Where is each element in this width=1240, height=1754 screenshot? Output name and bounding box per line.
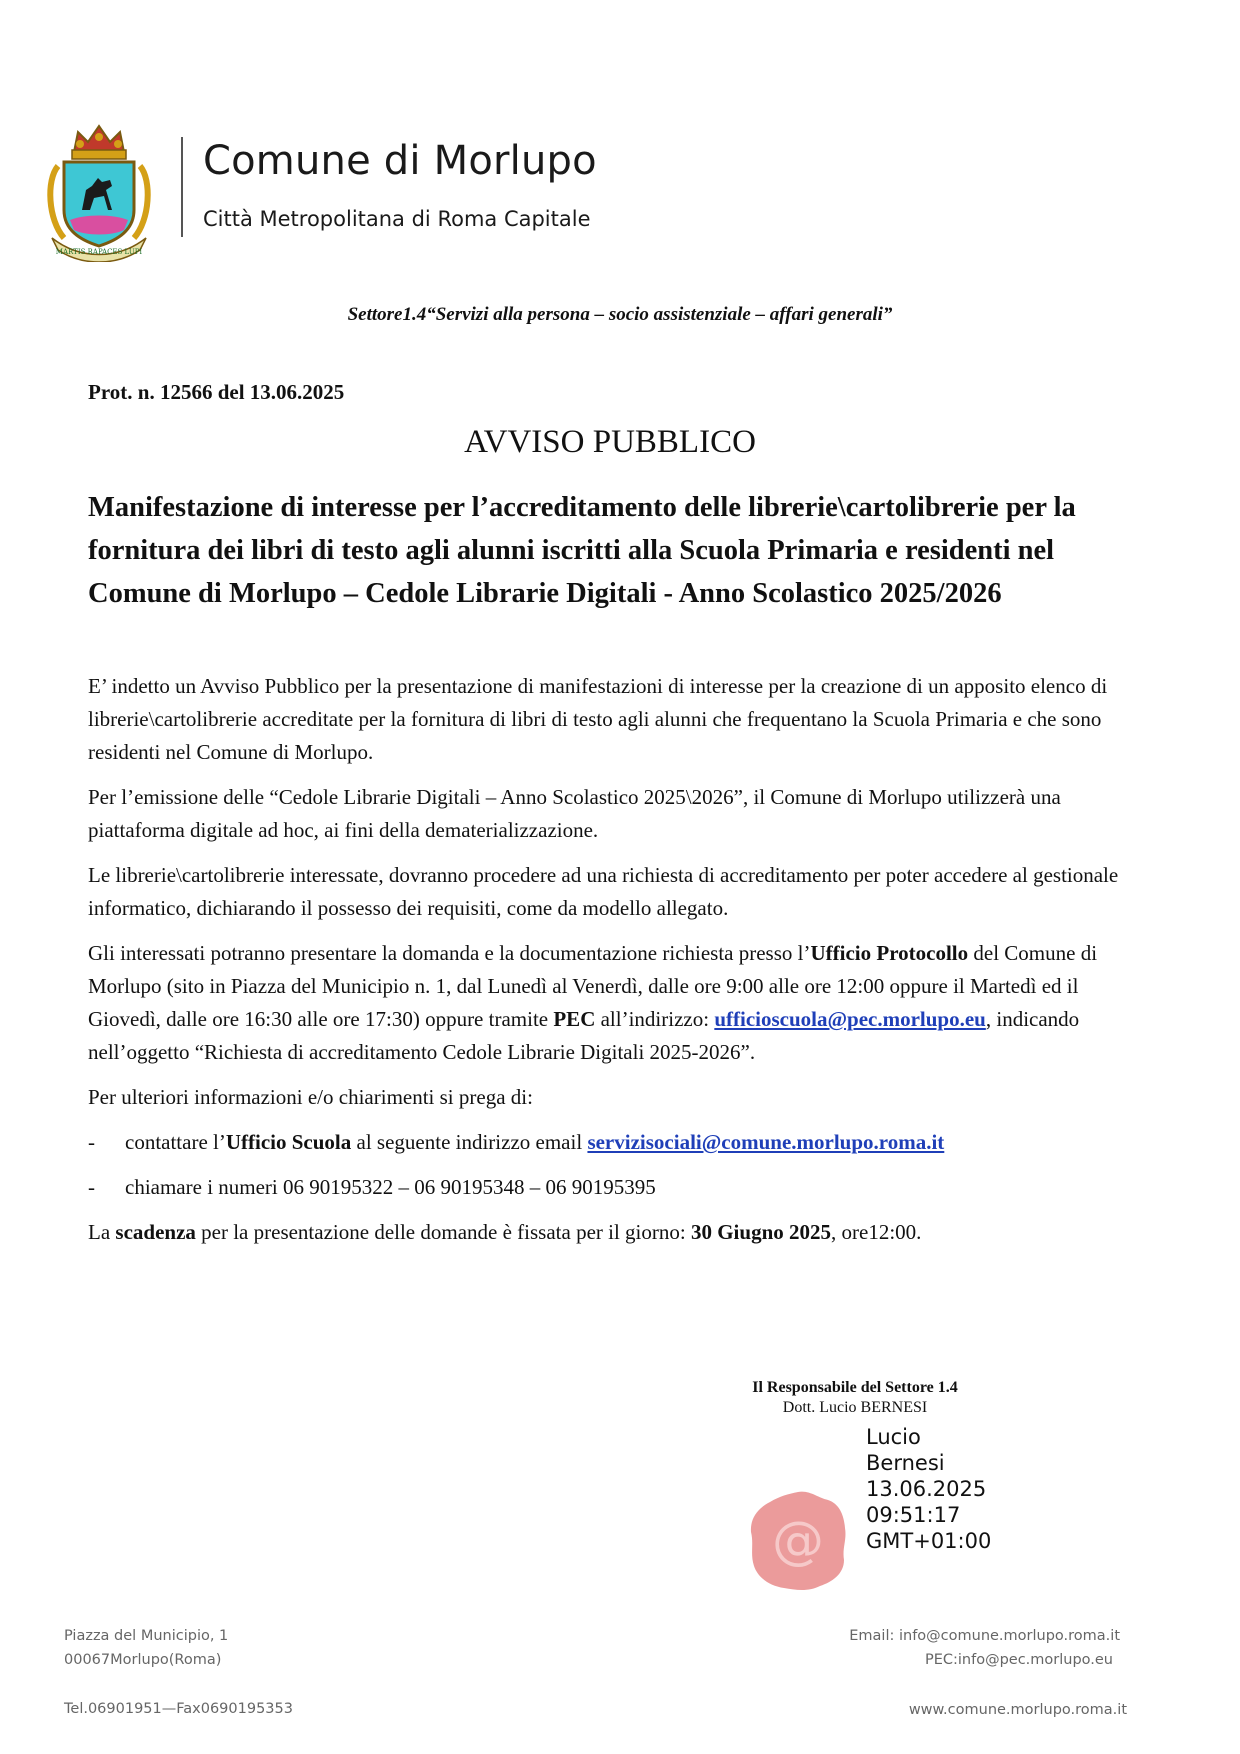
header-divider: [181, 137, 183, 237]
digital-signature-timezone: GMT+01:00: [866, 1529, 992, 1553]
document-subject: Manifestazione di interesse per l’accreditamento delle librerie\cartolibrerie per la fornitura dei libri di testo agli alunni iscritti alla Scuola Primaria e residenti nel Comune di Morlupo – Cedole Librarie Digitali - Anno Scolastico 2025/2026: [88, 492, 1076, 609]
document-body: [88, 670, 1148, 1261]
p6-bold-deadline-date: 30 Giugno 2025: [690, 1220, 831, 1244]
footer-phone-fax: Tel.06901951—Fax0690195353: [64, 1701, 293, 1717]
p6-bold-scadenza: scadenza: [115, 1220, 196, 1244]
document-title: AVVISO PUBBLICO: [464, 424, 756, 460]
p4-text-1: Gli interessati potranno presentare la domanda e la documentazione richiesta presso l’: [88, 941, 811, 965]
sector-line: Settore1.4“Servizi alla persona – socio assistenziale – affari generali”: [347, 304, 893, 325]
school-office-email-link[interactable]: servizisociali@comune.morlupo.roma.it: [587, 1130, 945, 1154]
paragraph-5: Per ulteriori informazioni e/o chiarimenti si prega di:: [88, 1085, 533, 1109]
footer-pec: PEC:info@pec.morlupo.eu: [924, 1652, 1113, 1668]
list-item: [88, 1126, 1148, 1159]
footer-email: Email: info@comune.morlupo.roma.it: [849, 1628, 1120, 1644]
b1-text-1: contattare l’: [125, 1130, 226, 1154]
signer-name: Dott. Lucio BERNESI: [782, 1399, 928, 1416]
digital-signature-line: Lucio: [866, 1425, 921, 1449]
signature-block: [730, 1378, 980, 1418]
svg-text:@: @: [772, 1511, 824, 1571]
organization-name: Comune di Morlupo: [203, 138, 597, 184]
footer-address-city: 00067Morlupo(Roma): [64, 1652, 222, 1668]
digital-signature-text: [866, 1424, 991, 1554]
municipal-crest-icon: [40, 120, 158, 262]
bullet-1-text: [125, 1126, 944, 1159]
footer-website: www.comune.morlupo.roma.it: [908, 1702, 1127, 1718]
bullet-dash: -: [88, 1130, 95, 1154]
paragraph-4: [88, 937, 1148, 1069]
b1-bold-ufficio-scuola: Ufficio Scuola: [225, 1130, 352, 1154]
digital-signature-date: 13.06.2025: [866, 1477, 987, 1501]
crest-motto: MARTIS RAPACES LUPI: [55, 248, 143, 256]
digital-seal-icon: [748, 1488, 848, 1594]
p6-text-3: , ore12:00.: [831, 1220, 922, 1244]
p4-text-4: , indicando nell’oggetto “Richiesta di accreditamento Cedole Librarie Digitali 2025-2026”.: [88, 1007, 1080, 1064]
b1-text-2: al seguente indirizzo email: [351, 1130, 588, 1154]
p4-text-2: del Comune di Morlupo (sito in Piazza del Municipio n. 1, dal Lunedì al Venerdì, dalle ore 9:00 alle ore 12:00 oppure il Martedì ed il Giovedì, dalle ore 16:30 alle ore 17:30) oppure tramite: [88, 941, 1098, 1031]
protocol-number: Prot. n. 12566 del 13.06.2025: [88, 380, 345, 404]
paragraph-2: Per l’emissione delle “Cedole Librarie Digitali – Anno Scolastico 2025\2026”, il Comune di Morlupo utilizzerà una piattaforma digitale ad hoc, ai fini della dematerializzazione.: [88, 785, 1061, 842]
organization-subtitle: Città Metropolitana di Roma Capitale: [203, 207, 591, 231]
digital-signature-line: Bernesi: [866, 1451, 945, 1475]
paragraph-3: Le librerie\cartolibrerie interessate, dovranno procedere ad una richiesta di accreditamento per poter accedere al gestionale informatico, dichiarando il possesso dei requisiti, come da modello allegato.: [88, 863, 1119, 920]
digital-signature-time: 09:51:17: [866, 1503, 961, 1527]
pec-email-link[interactable]: ufficioscuola@pec.morlupo.eu: [714, 1007, 986, 1031]
bullet-dash: -: [88, 1175, 95, 1199]
paragraph-6: [88, 1216, 1148, 1249]
bullet-2-text: chiamare i numeri 06 90195322 – 06 90195348 – 06 90195395: [125, 1175, 656, 1199]
p4-bold-ufficio-protocollo: Ufficio Protocollo: [810, 941, 969, 965]
signer-role: Il Responsabile del Settore 1.4: [752, 1379, 958, 1396]
p4-text-3: all’indirizzo:: [595, 1007, 715, 1031]
p6-text-2: per la presentazione delle domande è fissata per il giorno:: [195, 1220, 691, 1244]
list-item: [88, 1171, 1148, 1204]
p6-text-1: La: [88, 1220, 116, 1244]
letterhead: [0, 0, 1240, 260]
p4-bold-pec: PEC: [553, 1007, 596, 1031]
footer-address-street: Piazza del Municipio, 1: [64, 1628, 229, 1644]
paragraph-1: E’ indetto un Avviso Pubblico per la presentazione di manifestazioni di interesse per la creazione di un apposito elenco di librerie\cartolibrerie accreditate per la fornitura di libri di testo agli alunni che frequentano la Scuola Primaria e che sono residenti nel Comune di Morlupo.: [88, 674, 1108, 764]
